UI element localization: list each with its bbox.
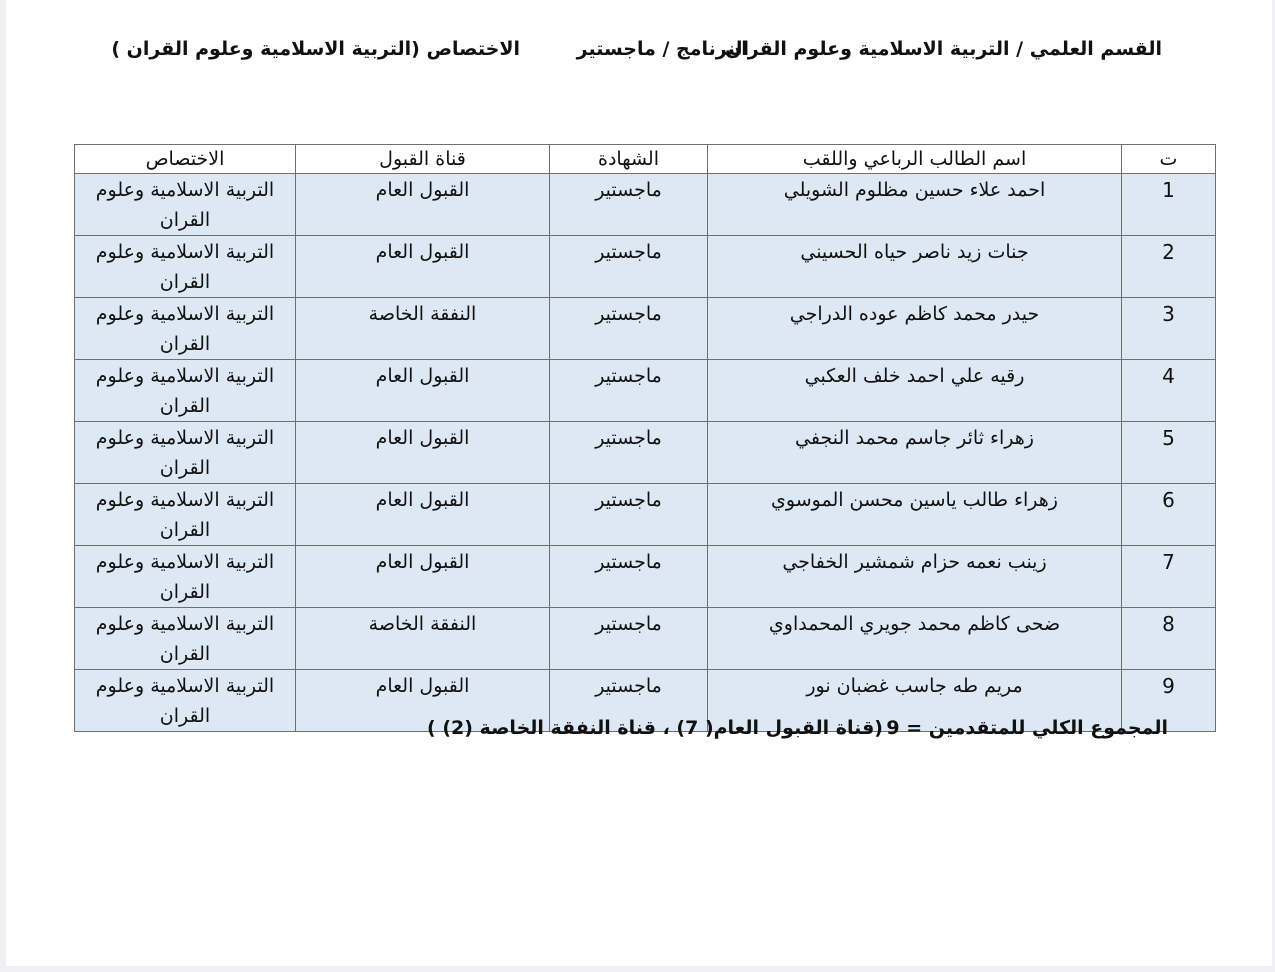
row-number: 9 [1122,670,1216,732]
student-name: جنات زيد ناصر حياه الحسيني [708,236,1122,298]
row-number: 7 [1122,546,1216,608]
degree-cell: ماجستير [550,174,708,236]
admission-channel-cell: القبول العام [296,174,550,236]
admission-channel-cell: القبول العام [296,484,550,546]
student-name: مريم طه جاسب غضبان نور [708,670,1122,732]
student-name: ضحى كاظم محمد جويري المحمداوي [708,608,1122,670]
specialization-cell: التربية الاسلامية وعلوم القران [75,174,296,236]
document-header [6,38,1272,72]
row-number: 4 [1122,360,1216,422]
summary-footer [6,717,1272,749]
specialization-cell: التربية الاسلامية وعلوم القران [75,236,296,298]
channel-breakdown: (قناة القبول العام( 7) ، قناة النفقة الخاصة (2) ) [427,717,883,739]
table-row [75,422,1216,484]
total-applicants: المجموع الكلي للمتقدمين = 9 [886,717,1168,739]
student-name: احمد علاء حسين مظلوم الشويلي [708,174,1122,236]
admission-channel-cell: النفقة الخاصة [296,298,550,360]
row-number: 8 [1122,608,1216,670]
student-name: زينب نعمه حزام شمشير الخفاجي [708,546,1122,608]
table-row [75,174,1216,236]
column-header-channel: قناة القبول [296,145,550,174]
row-number: 1 [1122,174,1216,236]
specialization-cell: التربية الاسلامية وعلوم القران [75,608,296,670]
table-row [75,484,1216,546]
row-number: 3 [1122,298,1216,360]
admission-channel-cell: النفقة الخاصة [296,608,550,670]
admission-channel-cell: القبول العام [296,546,550,608]
degree-cell: ماجستير [550,546,708,608]
degree-cell: ماجستير [550,298,708,360]
student-name: زهراء طالب ياسين محسن الموسوي [708,484,1122,546]
admission-channel-cell: القبول العام [296,236,550,298]
table-row [75,298,1216,360]
row-number: 6 [1122,484,1216,546]
students-table [74,144,1216,732]
specialization-label: الاختصاص (التربية الاسلامية وعلوم القران ) [111,38,520,60]
column-header-specialization: الاختصاص [75,145,296,174]
table-row [75,236,1216,298]
student-name: حيدر محمد كاظم عوده الدراجي [708,298,1122,360]
specialization-cell: التربية الاسلامية وعلوم القران [75,422,296,484]
admission-channel-cell: القبول العام [296,670,550,732]
table-row [75,608,1216,670]
admission-channel-cell: القبول العام [296,360,550,422]
table-header-row [75,145,1216,174]
specialization-cell: التربية الاسلامية وعلوم القران [75,546,296,608]
degree-cell: ماجستير [550,670,708,732]
specialization-cell: التربية الاسلامية وعلوم القران [75,484,296,546]
degree-cell: ماجستير [550,608,708,670]
degree-cell: ماجستير [550,360,708,422]
column-header-name: اسم الطالب الرباعي واللقب [708,145,1122,174]
row-number: 2 [1122,236,1216,298]
degree-cell: ماجستير [550,484,708,546]
table-row [75,546,1216,608]
document-page [6,0,1272,966]
program-label: البرنامج / ماجستير [576,38,749,60]
specialization-cell: التربية الاسلامية وعلوم القران [75,670,296,732]
table-row [75,360,1216,422]
row-number: 5 [1122,422,1216,484]
admission-channel-cell: القبول العام [296,422,550,484]
column-header-number: ت [1122,145,1216,174]
degree-cell: ماجستير [550,236,708,298]
specialization-cell: التربية الاسلامية وعلوم القران [75,360,296,422]
department-label: القسم العلمي / التربية الاسلامية وعلوم القران [725,38,1162,60]
specialization-cell: التربية الاسلامية وعلوم القران [75,298,296,360]
degree-cell: ماجستير [550,422,708,484]
student-name: رقيه علي احمد خلف العكبي [708,360,1122,422]
column-header-degree: الشهادة [550,145,708,174]
student-name: زهراء ثائر جاسم محمد النجفي [708,422,1122,484]
